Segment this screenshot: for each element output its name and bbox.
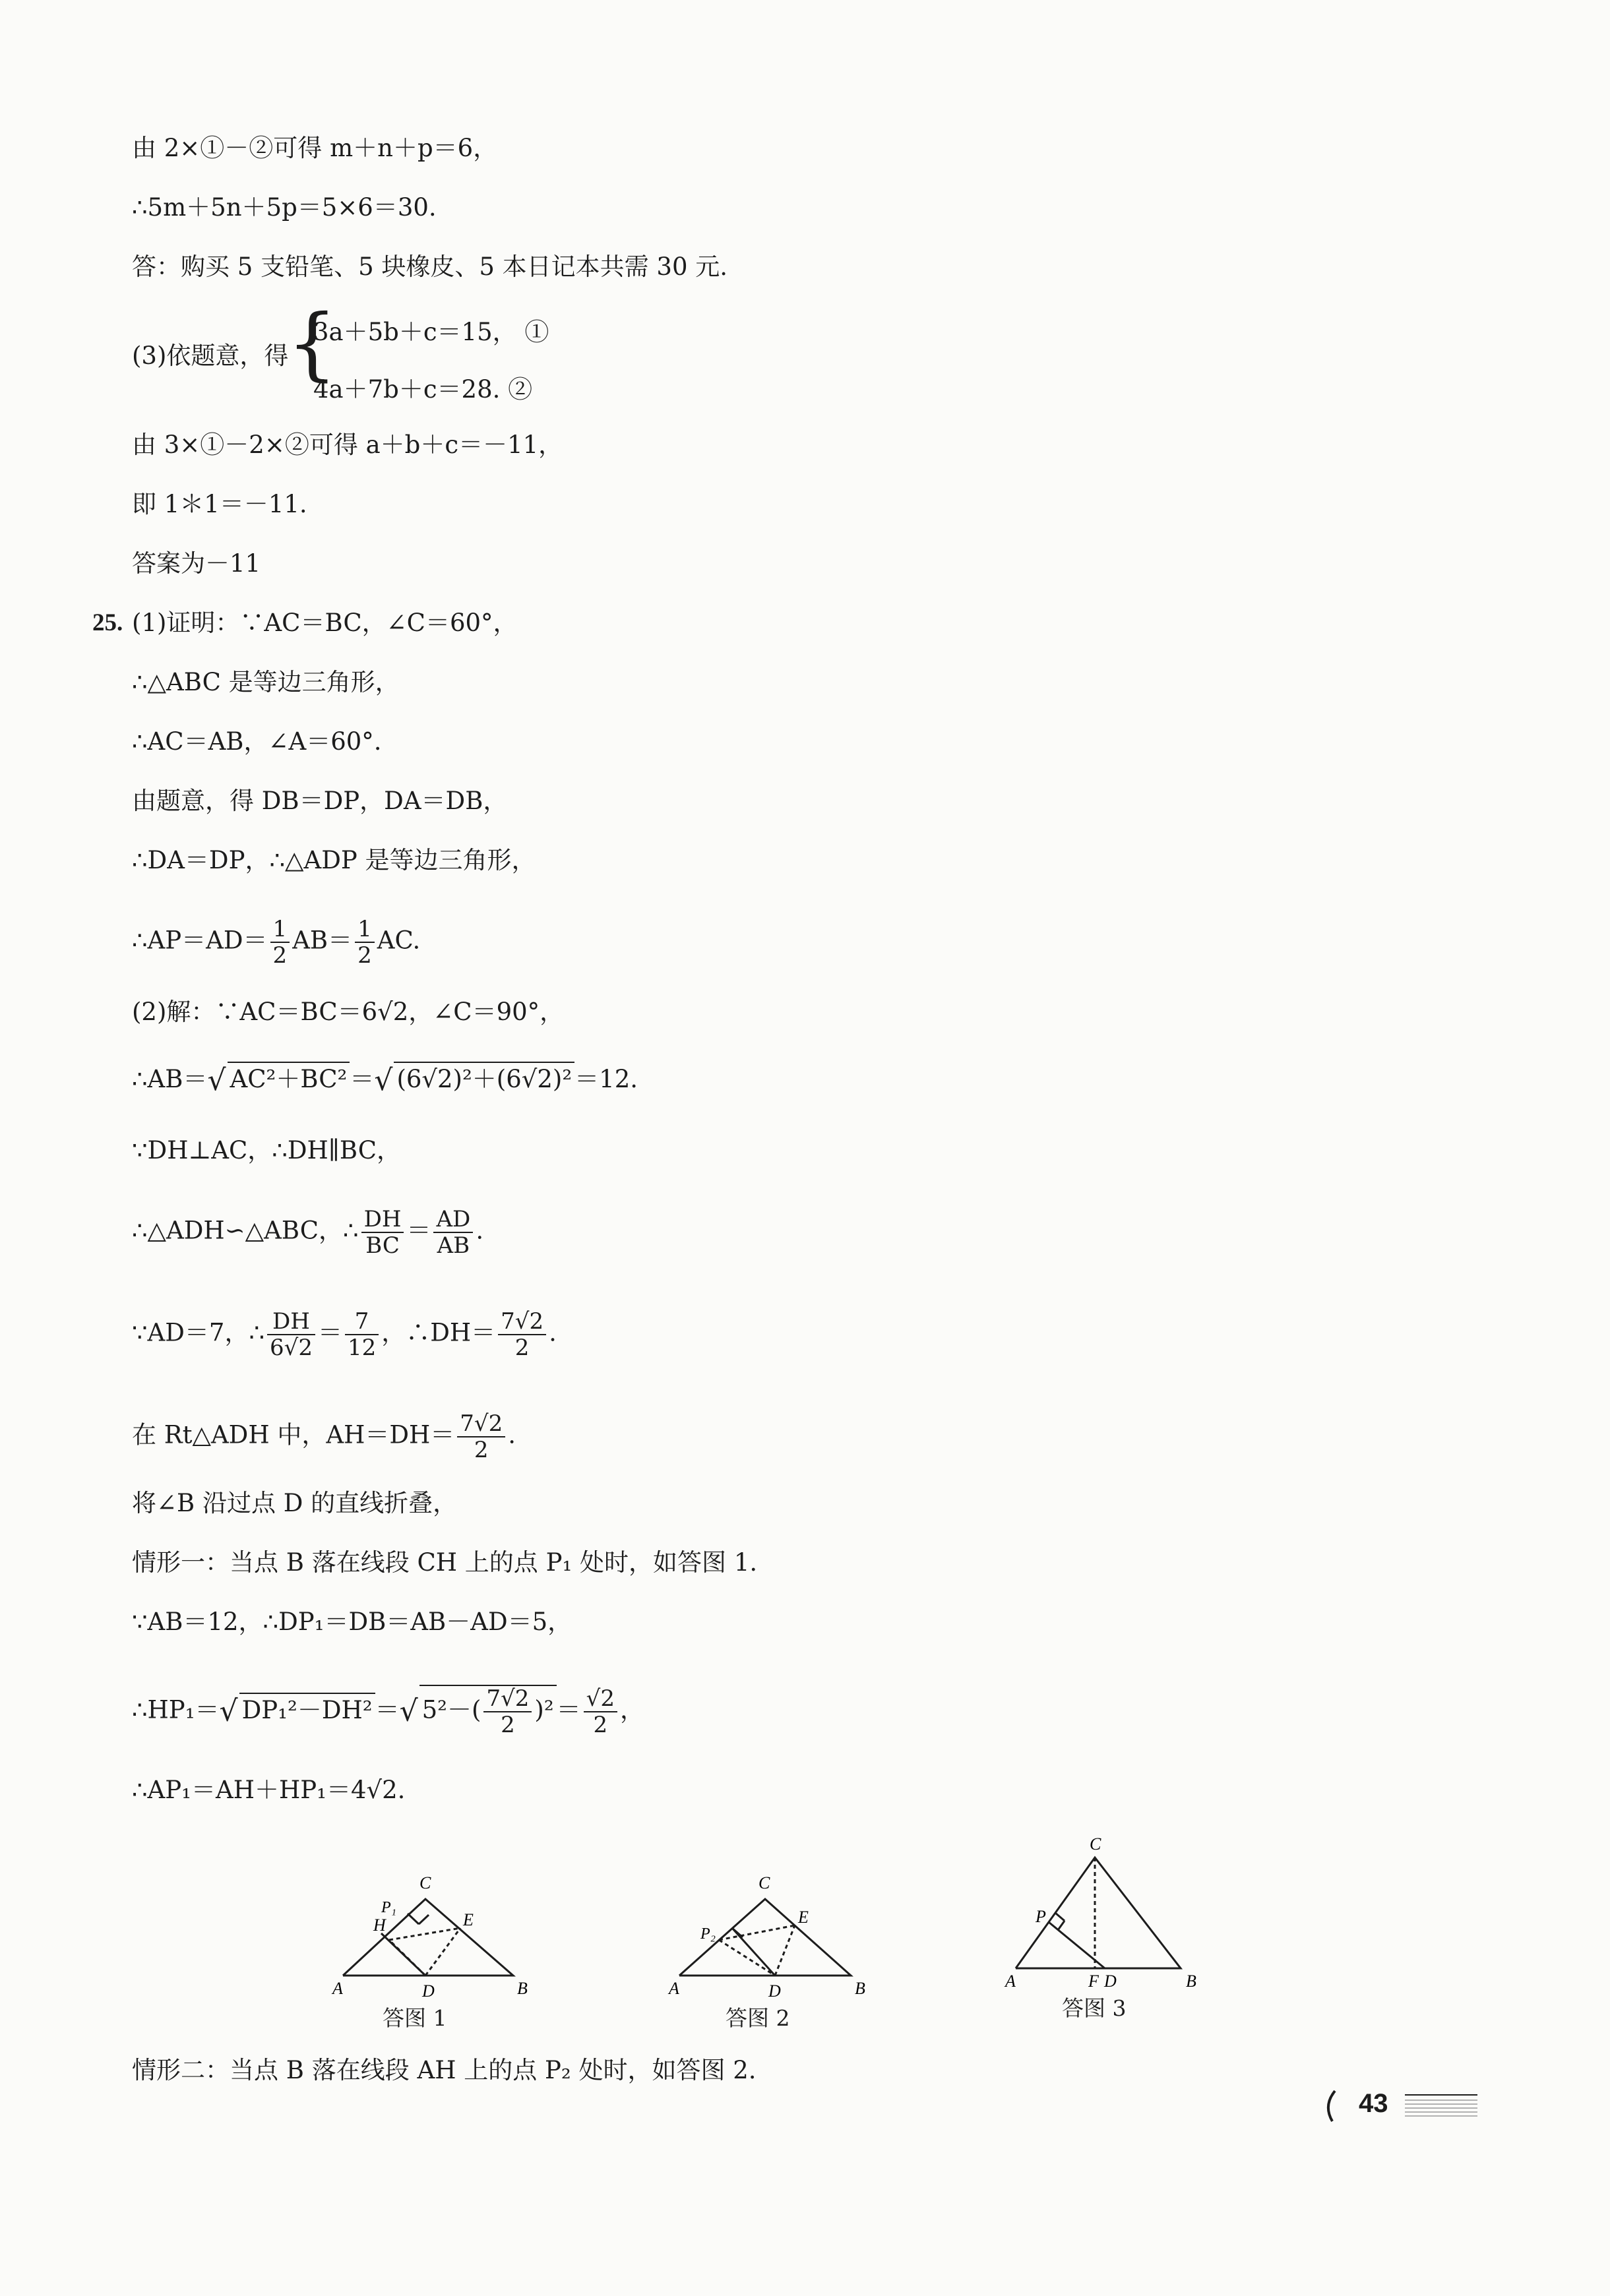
system-eq-2: 4a＋7b＋c＝28. ②: [313, 375, 533, 404]
line-20: 将∠B 沿过点 D 的直线折叠，: [132, 1489, 458, 1517]
fraction-half-2: $\frac{1}{2}$: [355, 917, 375, 968]
fig2-label-d: D: [768, 1981, 781, 2001]
line-7: 答案为－11: [132, 549, 261, 578]
fig1-triangle: [343, 1899, 513, 1976]
page-number-badge: [1319, 2087, 1477, 2125]
fraction-7-12: $\frac{7}{12}$: [345, 1309, 379, 1360]
line-9: ∴△ABC 是等边三角形，: [132, 668, 400, 696]
figure-3-diagram: [996, 1830, 1207, 1995]
fig1-label-p1: P₁: [381, 1899, 397, 1916]
fig1-label-a: A: [332, 1979, 343, 1998]
fig3-label-d: D: [1104, 1972, 1117, 1991]
fig2-label-e: E: [798, 1908, 809, 1927]
line-22: ∵AB＝12，∴DP₁＝DB＝AB－AD＝5，: [132, 1608, 573, 1636]
figure-1-diagram: [330, 1859, 541, 2005]
line-14: (2)解：∵AC＝BC＝6√2，∠C＝90°，: [132, 998, 565, 1026]
line-8: (1)证明：∵AC＝BC，∠C＝60°，: [132, 609, 518, 637]
line-17: ∴△ADH∽△ABC，∴ $\frac{DH}{BC}$ ＝ $\frac{AD}{AB}$ .: [132, 1206, 484, 1259]
fraction-7r2-2-b: $\frac{7√2}{2}$: [457, 1411, 505, 1463]
fraction-half: $\frac{1}{2}$: [270, 917, 290, 968]
fig3-label-f: F: [1088, 1972, 1099, 1991]
fraction-r2-2: $\frac{√2}{2}$: [584, 1686, 617, 1737]
fig3-label-b: B: [1186, 1972, 1196, 1991]
radical-ac-bc: AC²＋BC²: [228, 1062, 350, 1096]
line-18: ∵AD＝7，∴ $\frac{DH}{6√2}$ ＝ $\frac{7}{12}$ ，∴DH＝ $\frac{7√2}{2}$ .: [132, 1308, 557, 1361]
line-1: 由 2×①－②可得 m＋n＋p＝6，: [132, 134, 498, 162]
line-5: 由 3×①－2×②可得 a＋b＋c＝－11，: [132, 431, 563, 459]
fig2-label-p2: P₂: [700, 1925, 716, 1943]
fig1-label-c: C: [419, 1873, 431, 1892]
line-25: 情形二：当点 B 落在线段 AH 上的点 P₂ 处时，如答图 2.: [132, 2056, 757, 2084]
line-16: ∵DH⊥AC，∴DH∥BC，: [132, 1136, 402, 1164]
fig2-label-c: C: [759, 1873, 770, 1892]
system-brace: {: [287, 298, 338, 390]
line-3: 答：购买 5 支铅笔、5 块橡皮、5 本日记本共需 30 元.: [132, 253, 728, 281]
line-21: 情形一：当点 B 落在线段 CH 上的点 P₁ 处时，如答图 1.: [132, 1548, 758, 1577]
figure-2-diagram: [666, 1859, 877, 2005]
radical-5-frac: 5²－( $\frac{7√2}{2}$ )²: [419, 1685, 557, 1737]
figure-2-caption: 答图 2: [726, 2005, 790, 2031]
line-11: 由题意，得 DB＝DP，DA＝DB，: [132, 787, 508, 815]
line-19: 在 Rt△ADH 中，AH＝DH＝ $\frac{7√2}{2}$ .: [132, 1410, 516, 1463]
page-number: 43: [1359, 2089, 1388, 2118]
line-6: 即 1＊1＝－11.: [132, 490, 307, 518]
fig3-label-p: P: [1036, 1907, 1046, 1926]
fig2-label-a: A: [669, 1979, 679, 1998]
fraction-ad-ab: $\frac{AD}{AB}$: [433, 1207, 473, 1258]
line-12: ∴DA＝DP，∴△ADP 是等边三角形，: [132, 846, 536, 874]
fraction-dh-6r2: $\frac{DH}{6√2}$: [267, 1309, 315, 1360]
line-2: ∴5m＋5n＋5p＝5×6＝30.: [132, 193, 437, 222]
fig2-label-b: B: [855, 1979, 865, 1998]
radical-sum: (6√2)²＋(6√2)²: [394, 1062, 574, 1096]
line-4-prefix: (3)依题意，得: [132, 342, 289, 370]
line-13: ∴AP＝AD＝ $\frac{1}{2}$ AB＝ $\frac{1}{2}$ AC.: [132, 916, 421, 969]
fraction-dh-bc: $\frac{DH}{BC}$: [361, 1207, 404, 1258]
fig1-label-e: E: [463, 1910, 474, 1929]
fraction-7r2-2: $\frac{7√2}{2}$: [498, 1309, 546, 1360]
question-number-25: 25.: [92, 609, 123, 636]
fig1-label-b: B: [517, 1979, 528, 1998]
fig1-label-h: H: [373, 1916, 386, 1935]
line-23: ∴HP₁＝√ DP₁²－DH² ＝√ 5²－( $\frac{7√2}{2}$ )² ＝ $\frac{√2}{2}$ ，: [132, 1685, 644, 1738]
line-10: ∴AC＝AB，∠A＝60°.: [132, 727, 382, 756]
line-24: ∴AP₁＝AH＋HP₁＝4√2.: [132, 1776, 406, 1804]
fig3-label-a: A: [1005, 1972, 1016, 1991]
fig1-label-d: D: [422, 1981, 435, 2001]
radical-dp-dh: DP₁²－DH²: [239, 1693, 375, 1727]
line-15: ∴AB＝√ AC²＋BC² ＝√ (6√2)²＋(6√2)² ＝12.: [132, 1062, 638, 1097]
fig3-label-c: C: [1090, 1834, 1101, 1854]
figure-3-caption: 答图 3: [1062, 1995, 1127, 2021]
figure-1-caption: 答图 1: [383, 2005, 447, 2031]
system-eq-1: 3a＋5b＋c＝15， ①: [313, 318, 549, 346]
